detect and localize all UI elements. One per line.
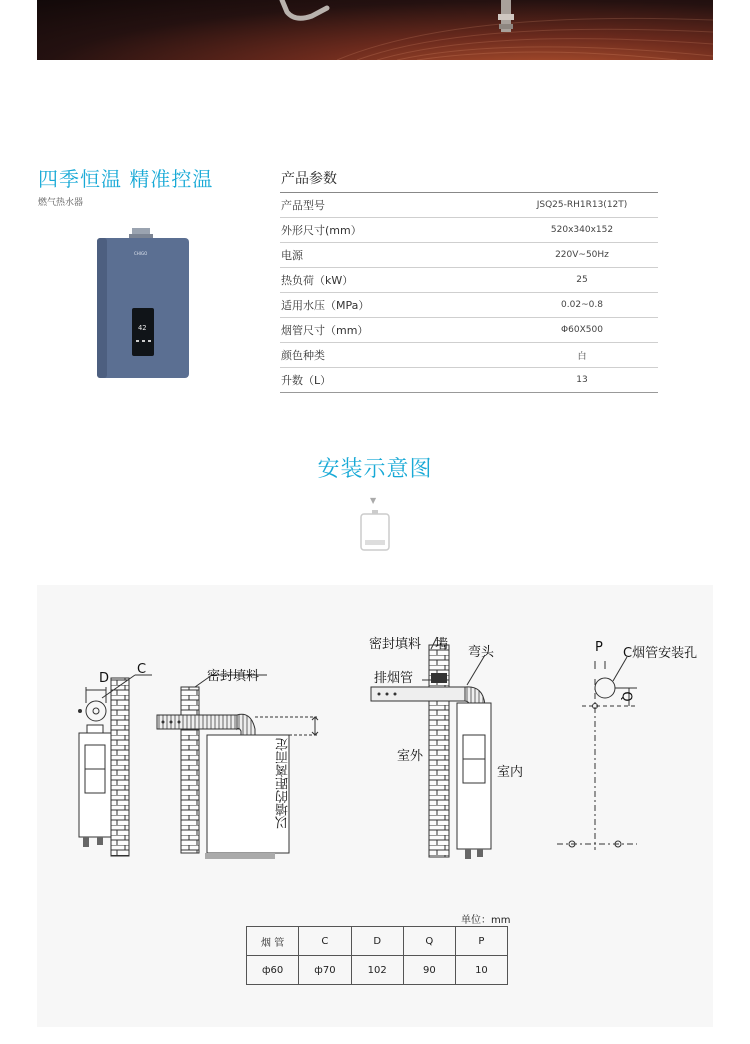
table-header-cell: Q: [403, 927, 455, 956]
product-subtitle: 燃气热水器: [38, 198, 84, 208]
params-row: [280, 268, 658, 293]
params-table: [280, 192, 658, 393]
heater-display-reading: 42: [138, 324, 147, 332]
install-diagram-title: 安装示意图: [317, 457, 433, 482]
param-label: 烟管尺寸（mm）: [281, 324, 369, 337]
label-p: P: [595, 640, 603, 655]
param-value: 0.02~0.8: [561, 300, 603, 310]
top-banner-image: [37, 0, 713, 60]
param-value: 25: [576, 275, 588, 285]
param-value: 13: [576, 375, 588, 385]
label-seal-left: 密封填料: [207, 669, 260, 684]
param-value: 白: [577, 351, 587, 362]
table-cell: ф60: [247, 956, 299, 985]
label-elbow: 弯头: [468, 645, 495, 660]
label-pipe-hole: C烟管安装孔: [623, 646, 698, 661]
label-d: D: [99, 671, 110, 686]
params-row: [280, 293, 658, 318]
drawing-hole-layout: [557, 657, 637, 850]
table-header-cell: C: [299, 927, 351, 956]
down-arrow-icon: ▼: [370, 496, 377, 505]
params-row: [280, 368, 658, 393]
table-cell: 10: [455, 956, 507, 985]
heater-brand-text: CHIGO: [134, 251, 148, 256]
table-header-cell: P: [455, 927, 507, 956]
label-distance-from-wall: 以墙的距离而定: [276, 738, 291, 829]
param-label: 外形尺寸(mm）: [281, 224, 362, 237]
product-slogan: 四季恒温 精准控温: [38, 167, 214, 191]
label-q: Q: [618, 691, 634, 702]
param-value: 220V~50Hz: [555, 250, 609, 260]
param-value: 520x340x152: [550, 225, 614, 235]
flue-spec-table: [246, 926, 508, 985]
params-row: [280, 218, 658, 243]
param-label: 适用水压（MPa）: [281, 299, 370, 312]
params-row: [280, 318, 658, 343]
params-row: [280, 243, 658, 268]
heater-outline-icon: [359, 510, 391, 552]
label-c: C: [137, 662, 147, 677]
table-header-row: [247, 927, 508, 956]
param-label: 产品型号: [281, 199, 325, 212]
table-cell: ф70: [299, 956, 351, 985]
param-label: 电源: [281, 249, 303, 262]
table-header-cell: 烟 管: [247, 927, 299, 956]
label-indoor: 室内: [497, 765, 524, 780]
unit-label: 单位：mm: [461, 915, 511, 926]
table-cell: 102: [351, 956, 403, 985]
params-row: [280, 193, 658, 218]
param-value: JSQ25-RH1R13(12T): [536, 200, 628, 210]
table-row: [247, 956, 508, 985]
label-exhaust-pipe: 排烟管: [374, 671, 414, 686]
table-header-cell: D: [351, 927, 403, 956]
param-label: 升数（L）: [281, 374, 332, 387]
param-value: Φ60X500: [561, 325, 603, 335]
drawing-front-view: [78, 675, 152, 856]
params-row: [280, 343, 658, 368]
label-seal-right: 密封填料: [369, 637, 422, 652]
param-label: 颜色种类: [281, 349, 325, 362]
water-heater-image: [96, 228, 190, 380]
label-outdoor: 室外: [397, 749, 424, 764]
table-cell: 90: [403, 956, 455, 985]
param-label: 热负荷（kW）: [281, 274, 354, 287]
params-title: 产品参数: [281, 171, 337, 187]
banner-faucet-graphic: [37, 0, 713, 60]
label-wall: 墙: [435, 637, 449, 652]
